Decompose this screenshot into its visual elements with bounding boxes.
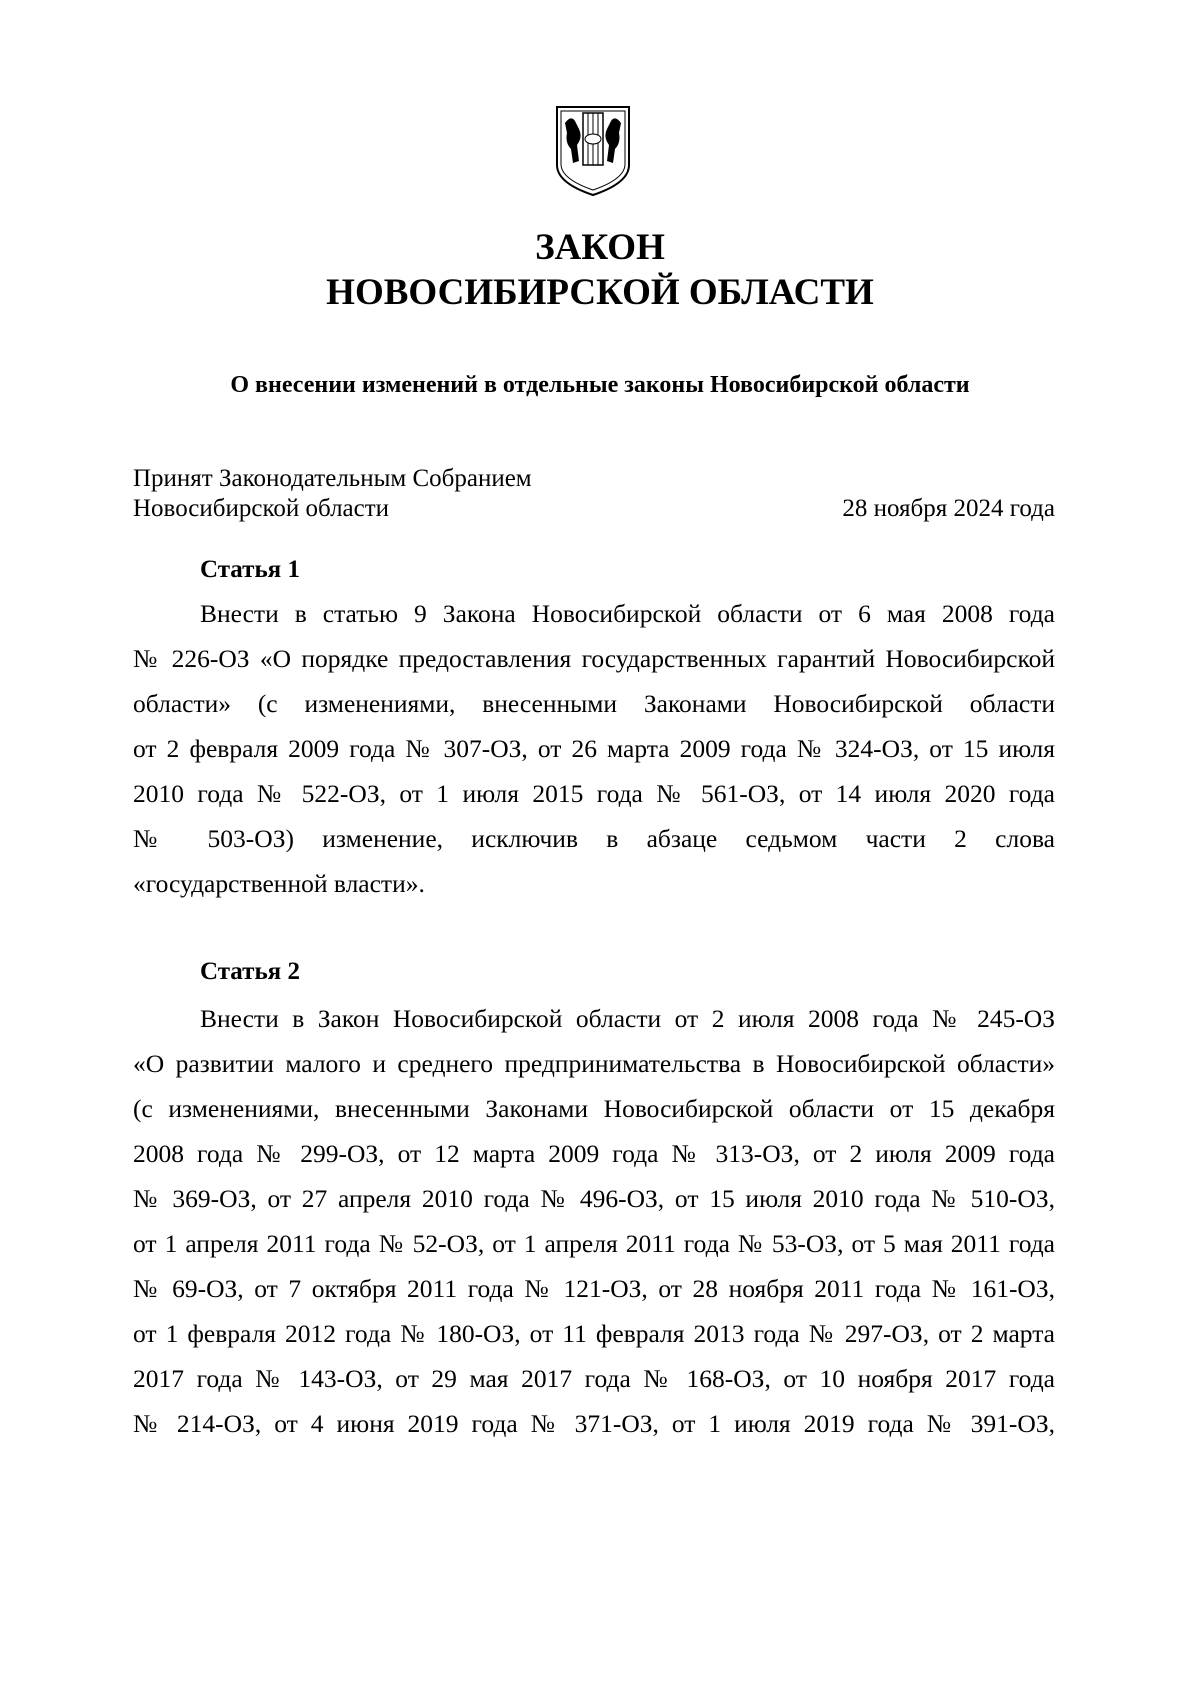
- article-text-line: «государственной власти».: [133, 869, 425, 898]
- adoption-date: 28 ноября 2024 года: [842, 495, 1055, 522]
- article-text-line: № 69-ОЗ, от 7 октября 2011 года № 121-ОЗ, от 28 ноября 2011 года № 161-ОЗ,: [133, 1274, 1055, 1303]
- adopted-by-line2: Новосибирской области: [133, 495, 390, 522]
- article-text-line: Внести в Закон Новосибирской области от 2 июля 2008 года № 245-ОЗ: [200, 1004, 1055, 1033]
- article-text-line: (с изменениями, внесенными Законами Новосибирской области от 15 декабря: [133, 1094, 1055, 1123]
- article-text-line: области» (с изменениями, внесенными Законами Новосибирской области: [133, 689, 1055, 718]
- article-text-line: № 214-ОЗ, от 4 июня 2019 года № 371-ОЗ, от 1 июля 2019 года № 391-ОЗ,: [133, 1409, 1055, 1438]
- article-text-line: 2010 года № 522-ОЗ, от 1 июля 2015 года № 561-ОЗ, от 14 июля 2020 года: [133, 779, 1055, 808]
- article-text-line: от 2 февраля 2009 года № 307-ОЗ, от 26 марта 2009 года № 324-ОЗ, от 15 июля: [133, 734, 1055, 763]
- article-text-line: № 226-ОЗ «О порядке предоставления государственных гарантий Новосибирской: [133, 644, 1055, 673]
- article-heading: Статья 2: [200, 958, 300, 985]
- law-subtitle: О внесении изменений в отдельные законы Новосибирской области: [230, 372, 970, 398]
- adopted-by-line1: Принят Законодательным Собранием: [133, 465, 532, 492]
- article-text-line: Внести в статью 9 Закона Новосибирской области от 6 мая 2008 года: [200, 599, 1055, 628]
- article-text-line: «О развитии малого и среднего предпринимательства в Новосибирской области»: [133, 1049, 1055, 1078]
- document-type-title: ЗАКОН: [535, 227, 665, 268]
- article-text-line: № 503-ОЗ) изменение, исключив в абзаце седьмом части 2 слова: [133, 824, 1055, 853]
- coat-of-arms-emblem: [553, 103, 633, 198]
- article-text-line: № 369-ОЗ, от 27 апреля 2010 года № 496-ОЗ, от 15 июля 2010 года № 510-ОЗ,: [133, 1184, 1055, 1213]
- article-text-line: от 1 апреля 2011 года № 52-ОЗ, от 1 апреля 2011 года № 53-ОЗ, от 5 мая 2011 года: [133, 1229, 1055, 1258]
- region-title: НОВОСИБИРСКОЙ ОБЛАСТИ: [326, 272, 874, 313]
- article-text-line: 2017 года № 143-ОЗ, от 29 мая 2017 года № 168-ОЗ, от 10 ноября 2017 года: [133, 1364, 1055, 1393]
- article-text-line: от 1 февраля 2012 года № 180-ОЗ, от 11 февраля 2013 года № 297-ОЗ, от 2 марта: [133, 1319, 1055, 1348]
- article-text-line: 2008 года № 299-ОЗ, от 12 марта 2009 года № 313-ОЗ, от 2 июля 2009 года: [133, 1139, 1055, 1168]
- article-heading: Статья 1: [200, 556, 300, 583]
